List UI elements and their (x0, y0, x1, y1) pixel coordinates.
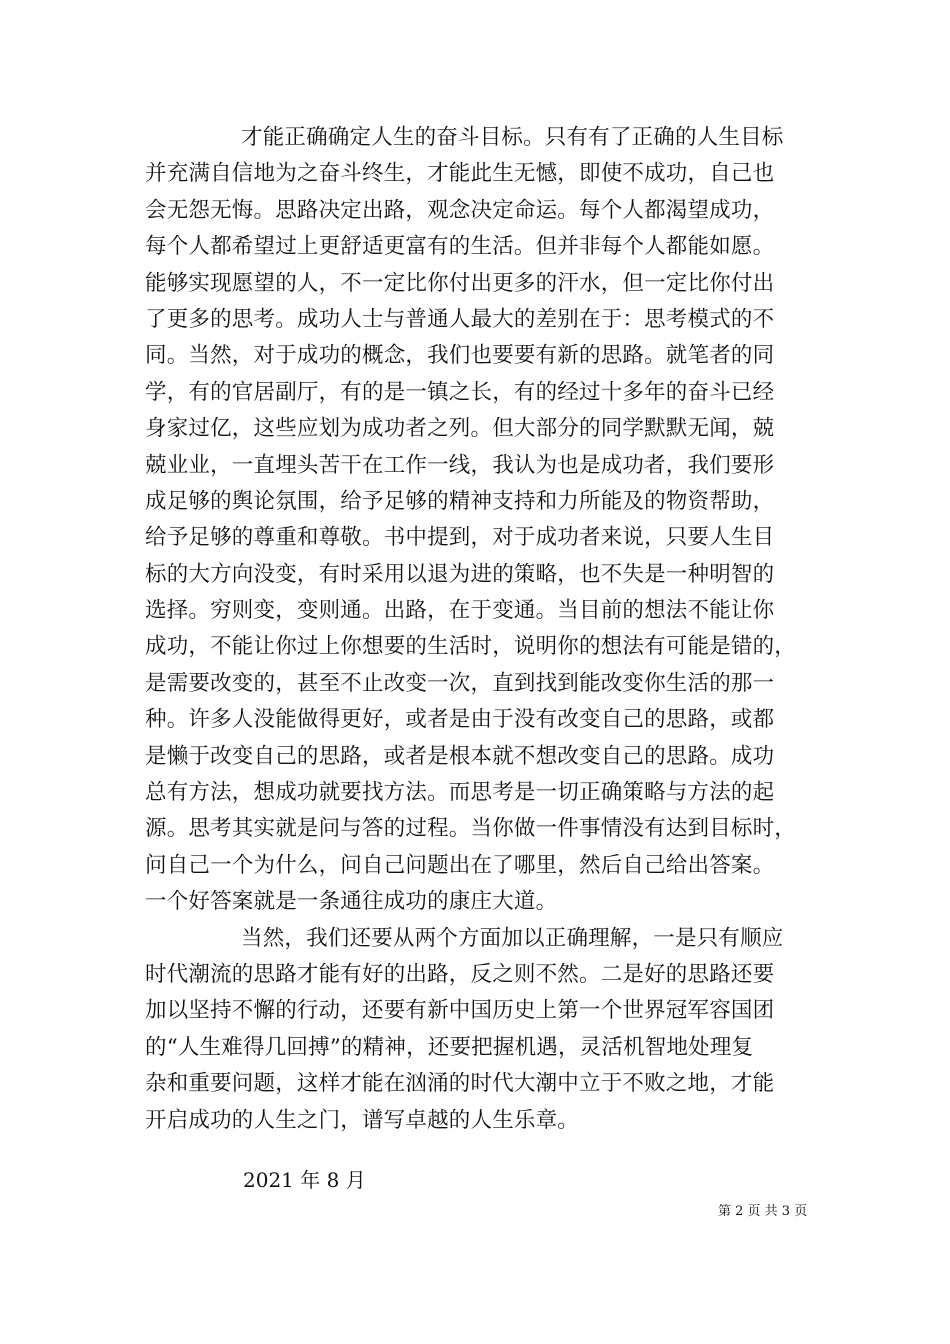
page-number: 第 2 页 共 3 页 (718, 1204, 808, 1219)
text-line: 问自己一个为什么，问自己问题出在了哪里，然后自己给出答案。 (145, 852, 775, 878)
text-line: 种。许多人没能做得更好，或者是由于没有改变自己的思路，或都 (145, 707, 775, 733)
text-line: 兢业业，一直埋头苦干在工作一线，我认为也是成功者，我们要形 (145, 452, 775, 478)
text-line: 总有方法，想成功就要找方法。而思考是一切正确策略与方法的起 (145, 780, 775, 806)
text-line: 一个好答案就是一条通往成功的康庄大道。 (145, 889, 558, 915)
text-line: 身家过亿，这些应划为成功者之列。但大部分的同学默默无闻，兢 (145, 416, 775, 442)
text-line: 开启成功的人生之门，谱写卓越的人生乐章。 (145, 1107, 580, 1133)
text-line: 是懒于改变自己的思路，或者是根本就不想改变自己的思路。成功 (145, 743, 775, 769)
text-line: 选择。穷则变，变则通。出路，在于变通。当目前的想法不能让你 (145, 598, 775, 624)
text-line: 杂和重要问题，这样才能在汹涌的时代大潮中立于不败之地，才能 (145, 1071, 775, 1097)
document-body (145, 120, 815, 1139)
text-line: 会无怨无悔。思路决定出路，观念决定命运。每个人都渴望成功， (145, 197, 775, 223)
text-line: 标的大方向没变，有时采用以退为进的策略，也不失是一种明智的 (145, 561, 775, 587)
text-line: 学，有的官居副厅，有的是一镇之长，有的经过十多年的奋斗已经 (145, 379, 775, 405)
document-date: 2021 年 8 月 (243, 1168, 366, 1192)
text-line: 了更多的思考。成功人士与普通人最大的差别在于：思考模式的不 (145, 306, 775, 332)
text-line: 成足够的舆论氛围，给予足够的精神支持和力所能及的物资帮助， (145, 488, 775, 514)
text-line: 当然，我们还要从两个方面加以正确理解，一是只有顺应 (241, 925, 784, 951)
text-line: 能够实现愿望的人，不一定比你付出更多的汗水，但一定比你付出 (145, 270, 775, 296)
text-line: 是需要改变的，甚至不止改变一次，直到找到能改变你生活的那一 (145, 670, 775, 696)
text-line: 给予足够的尊重和尊敬。书中提到，对于成功者来说，只要人生目 (145, 525, 775, 551)
text-line: 每个人都希望过上更舒适更富有的生活。但并非每个人都能如愿。 (145, 234, 775, 260)
text-line: 并充满自信地为之奋斗终生，才能此生无憾，即使不成功，自己也 (145, 161, 775, 187)
text-line: 时代潮流的思路才能有好的出路，反之则不然。二是好的思路还要 (145, 961, 775, 987)
text-line: 的“人生难得几回搏”的精神，还要把握机遇，灵活机智地处理复 (145, 1034, 754, 1060)
text-line: 源。思考其实就是问与答的过程。当你做一件事情没有达到目标时， (145, 816, 797, 842)
text-line: 同。当然，对于成功的概念，我们也要要有新的思路。就笔者的同 (145, 343, 775, 369)
text-line: 成功，不能让你过上你想要的生活时，说明你的想法有可能是错的， (145, 634, 797, 660)
text-line: 加以坚持不懈的行动，还要有新中国历史上第一个世界冠军容国团 (145, 998, 775, 1024)
text-line: 才能正确确定人生的奋斗目标。只有有了正确的人生目标 (241, 125, 784, 150)
